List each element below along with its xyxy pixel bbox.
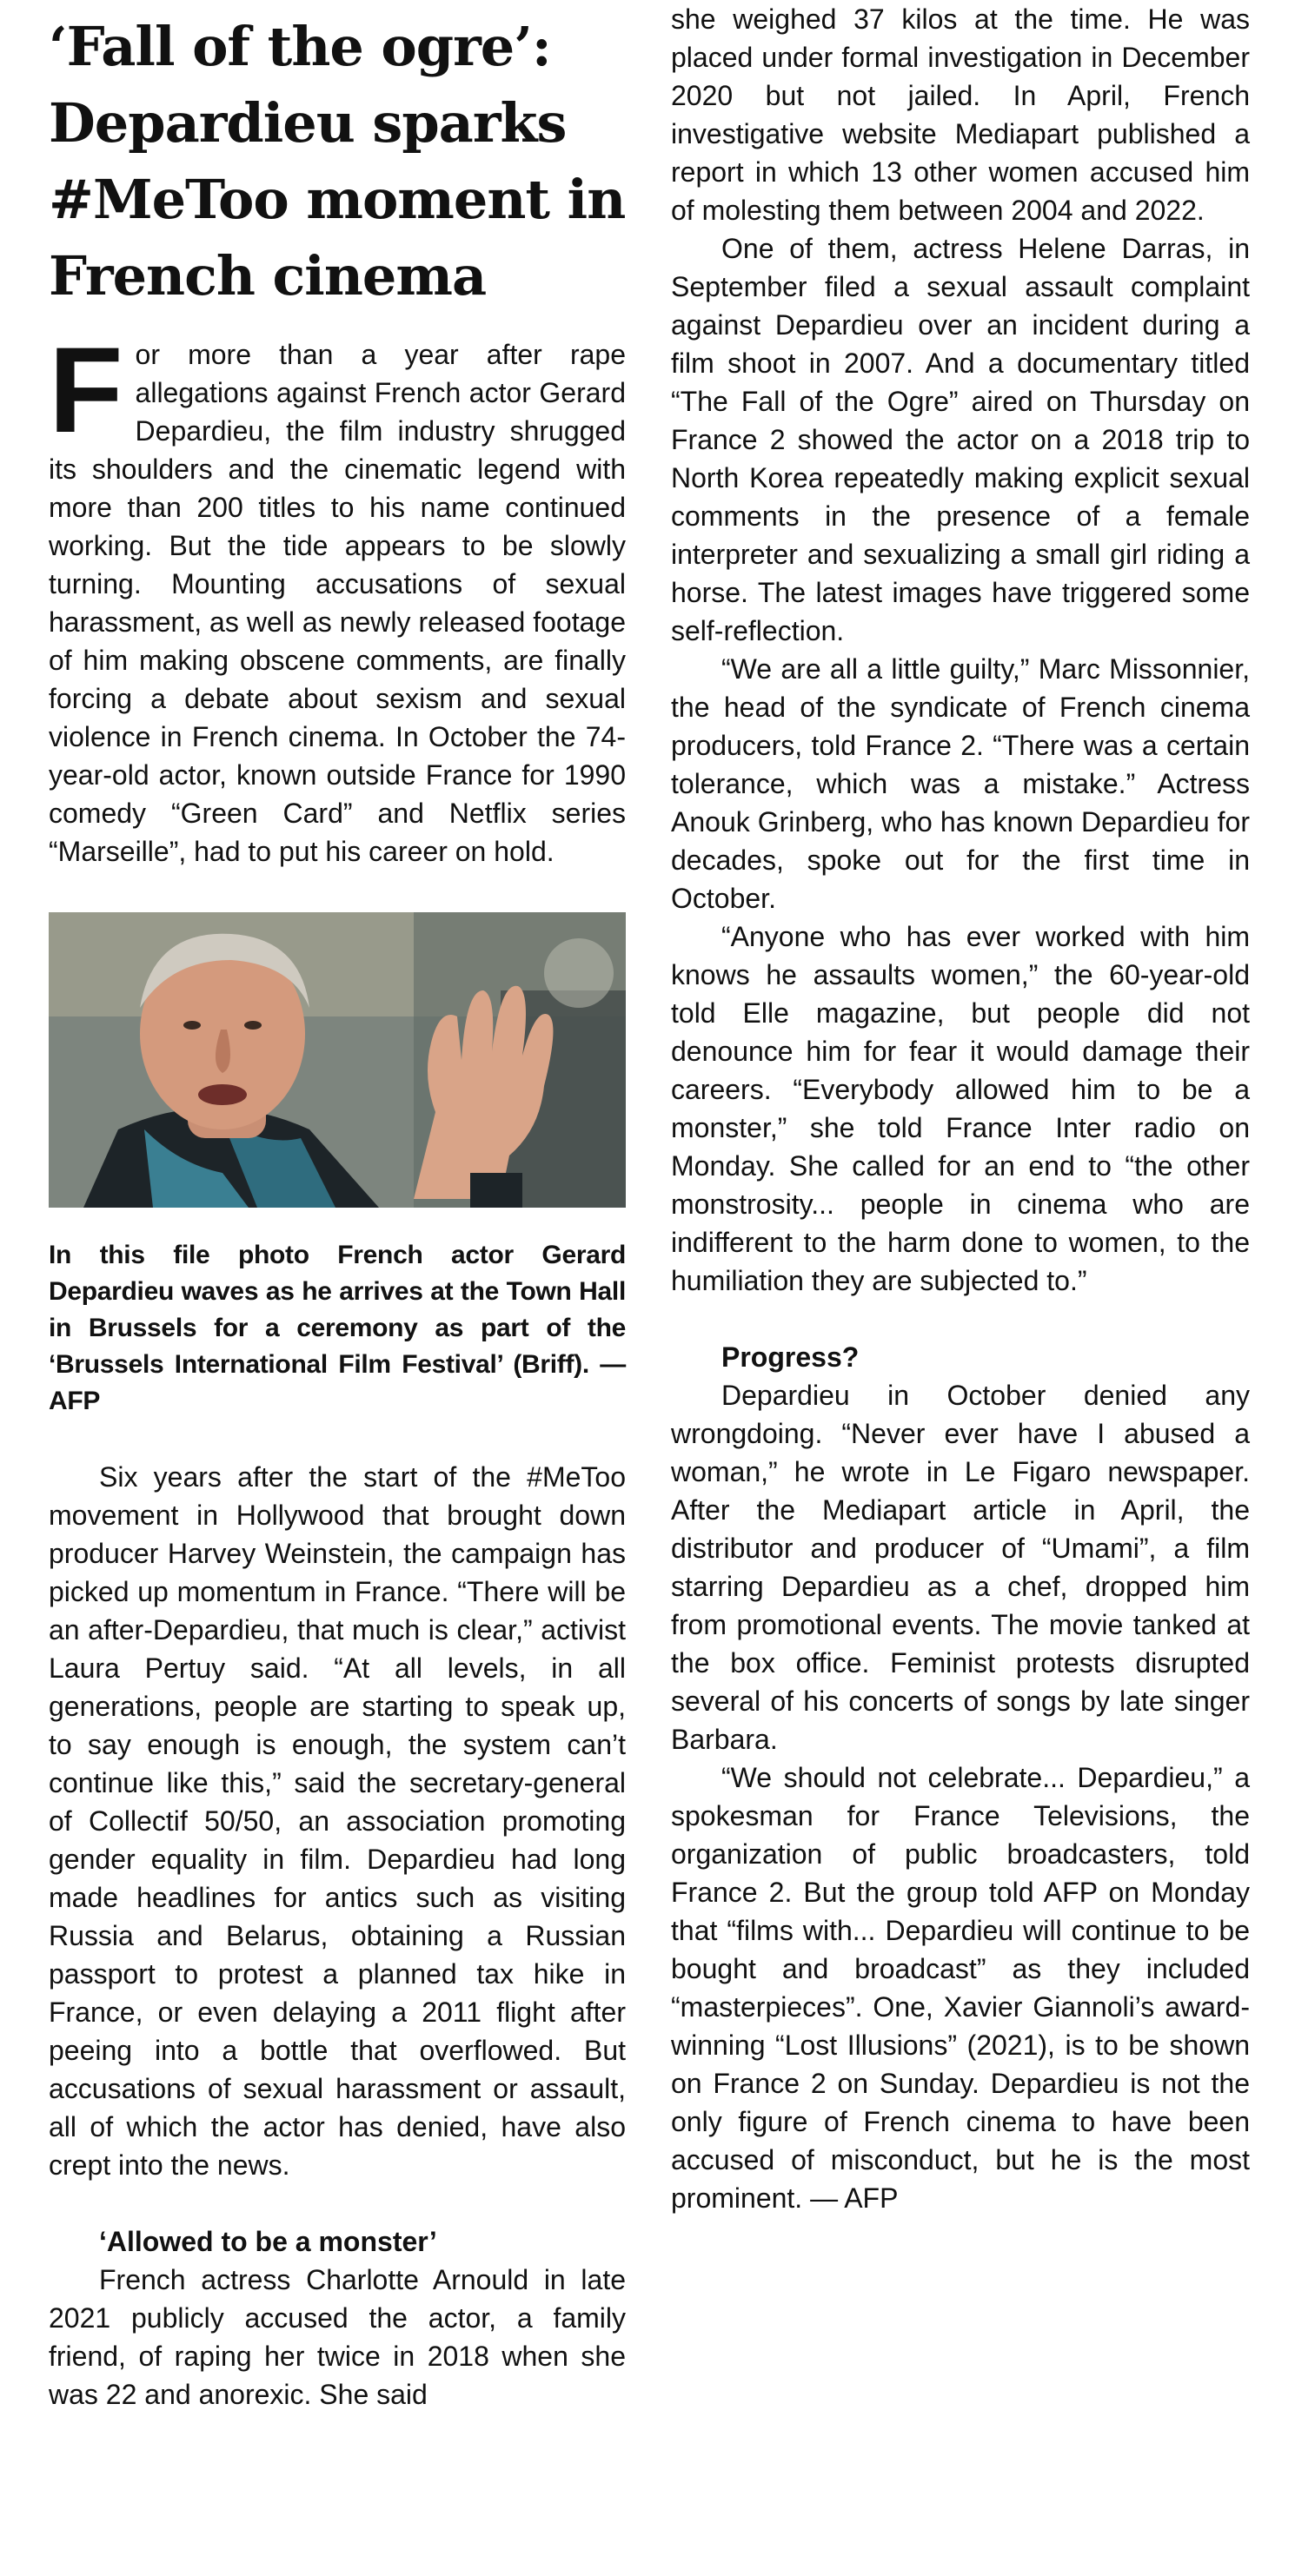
paragraph-missonnier: “We are all a little guilty,” Marc Missonnier, the head of the syndicate of French cinema producers, told France 2. “There was a certain tolerance, which was a mistake.” Actress Anouk Grinberg, who has known Depardieu for decades, spoke out for the first time in October. <box>671 653 1250 914</box>
paragraph-progress: Depardieu in October denied any wrongdoing. “Never ever have I abused a woman,” he wrote in Le Figaro newspaper. After the Mediapart article in April, the distributor and producer of “Umami”, a film starring Depardieu as a chef, dropped him from promotional events. The movie tanked at the box office. Feminist protests disrupted several of his concerts of songs by late singer Barbara. <box>671 1380 1250 1755</box>
subhead-allowed-monster: ‘Allowed to be a monster’ <box>99 2226 437 2257</box>
left-column <box>49 0 626 2414</box>
paragraph-arnould-end: she weighed 37 kilos at the time. He was placed under formal investigation in December 2020 but not jailed. In April, French investigative website Mediapart published a report in which 13 other women accused him of molesting them between 2004 and 2022. <box>671 3 1250 226</box>
paragraph-metoo: Six years after the start of the #MeToo movement in Hollywood that brought down producer Harvey Weinstein, the campaign has picked up momentum in France. “There will be an after-Depardieu, that much is clear,” activist Laura Pertuy said. “At all levels, in all generations, people are starting to speak up, to say enough is enough, the system can’t continue like this,” said the secretary-general of Collectif 50/50, an association promoting gender equality in film. Depardieu had long made headlines for antics such as visiting Russia and Belarus, obtaining a Russian passport to protest a planned tax hike in France, or even delaying a 2011 flight after peeing into a bottle that overflowed. But accusations of sexual harassment or assault, all of which the actor has denied, have also crept into the news. <box>49 1461 626 2181</box>
photo-illustration <box>49 912 626 1208</box>
paragraph-darras: One of them, actress Helene Darras, in September filed a sexual assault complaint against Depardieu over an incident during a film shoot in 2007. And a documentary titled “The Fall of the Ogre” aired on Thursday on France 2 showed the actor on a 2018 trip to North Korea repeatedly making explicit sexual comments in the presence of a female interpreter and sexualizing a small girl riding a horse. The latest images have triggered some self-reflection. <box>671 233 1250 646</box>
headline: ‘Fall of the ogre’: Depardieu sparks #MeToo moment in French cinema <box>49 15 626 308</box>
lead-text: or more than a year after rape allegations against French actor Gerard Depardieu, the film industry shrugged its shoulders and the cinematic legend with more than 200 titles to his name continued working. But the tide appears to be slowly turning. Mounting accusations of sexual harassment, as well as newly released footage of him making obscene comments, are finally forcing a debate about sexism and sexual violence in French cinema. In October the 74-year-old actor, known outside France for 1990 comedy “Green Card” and Netflix series “Marseille”, had to put his career on hold. <box>49 339 626 867</box>
paragraph-celebrate: “We should not celebrate... Depardieu,” a spokesman for France Televisions, the organization of public broadcasters, told France 2. But the group told AFP on Monday that “films with... Depardieu will continue to be bought and broadcast” as they included “masterpieces”. One, Xavier Giannoli’s award-winning “Lost Illusions” (2021), is to be shown on France 2 on Sunday. Depardieu is not the only figure of French cinema to have been accused of misconduct, but he is the most prominent. — AFP <box>671 1762 1250 2214</box>
subhead-progress: Progress? <box>721 1341 860 1373</box>
lead-paragraph <box>49 321 626 871</box>
right-column <box>671 0 1250 2217</box>
drop-cap: F <box>49 321 123 458</box>
photo-caption: In this file photo French actor Gerard Depardieu waves as he arrives at the Town Hall in Brussels for a ceremony as part of the ‘Brussels International Film Festival’ (Briff). — AFP <box>49 1241 626 1415</box>
photo-depardieu <box>49 912 626 1208</box>
paragraph-grinberg: “Anyone who has ever worked with him knows he assaults women,” the 60-year-old told Elle magazine, but people did not denounce him for fear it would damage their careers. “Everybody allowed him to be a monster,” she told France Inter radio on Monday. She called for an end to “the other monstrosity... people in cinema who are indifferent to the harm done to women, to the humiliation they are subjected to.” <box>671 921 1250 1296</box>
paragraph-arnould-start: French actress Charlotte Arnould in late 2021 publicly accused the actor, a family friend, of raping her twice in 2018 when she was 22 and anorexic. She said <box>49 2264 626 2410</box>
